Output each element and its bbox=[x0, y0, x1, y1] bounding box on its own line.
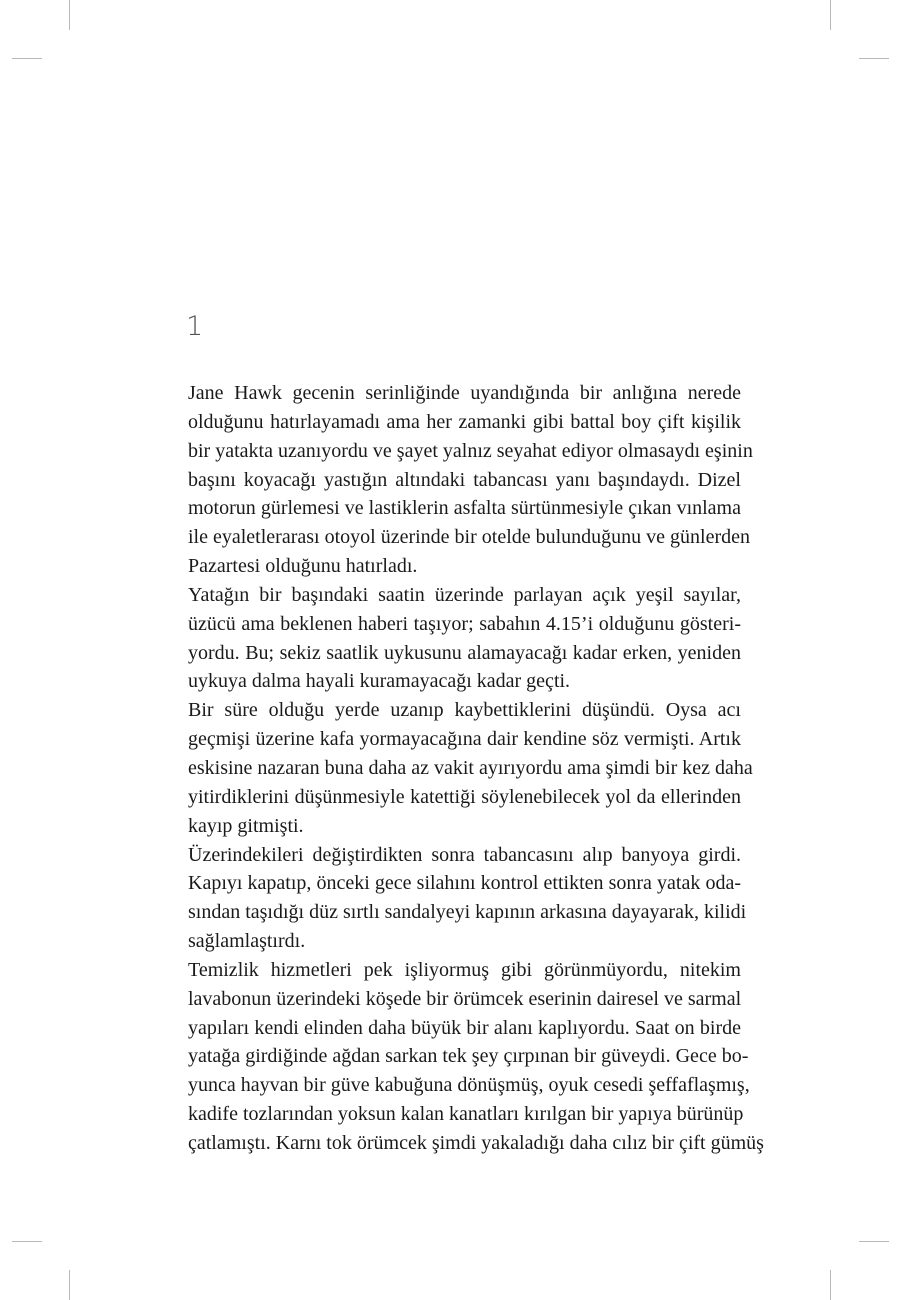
paragraph bbox=[160, 581, 741, 696]
text-line: Temizlik hizmetleri pek işliyormuş gibi görünmüyordu, nitekim bbox=[188, 958, 741, 981]
chapter-number: 1 bbox=[186, 311, 204, 342]
text-line: uykuya dalma hayali kuramayacağı kadar geçti. bbox=[188, 670, 571, 693]
text-line: yatağa girdiğinde ağdan sarkan tek şey çırpınan bir güveydi. Gece bo- bbox=[188, 1045, 749, 1068]
crop-mark-bottom-right-vertical bbox=[830, 1270, 831, 1300]
crop-mark-bottom-left-vertical bbox=[69, 1270, 70, 1300]
text-line: üzücü ama beklenen haberi taşıyor; sabahın 4.15’i olduğunu gösteri- bbox=[188, 612, 741, 635]
chapter-body bbox=[160, 379, 764, 1158]
text-line: lavabonun üzerindeki köşede bir örümcek eserinin dairesel ve sarmal bbox=[188, 987, 742, 1010]
text-line: kayıp gitmişti. bbox=[188, 814, 304, 837]
crop-mark-top-right-horizontal bbox=[859, 58, 889, 59]
text-line: Üzerindekileri değiştirdikten sonra tabancasını alıp banyoya girdi. bbox=[188, 843, 741, 866]
text-line: ile eyaletlerarası otoyol üzerinde bir otelde bulunduğunu ve günlerden bbox=[188, 526, 751, 549]
text-line: sından taşıdığı düz sırtlı sandalyeyi kapının arkasına dayayarak, kilidi bbox=[188, 901, 747, 924]
text-line: yitirdiklerini düşünmesiyle katettiği söylenebilecek yol da ellerinden bbox=[188, 785, 741, 808]
text-line: bir yatakta uzanıyordu ve şayet yalnız seyahat ediyor olmasaydı eşinin bbox=[188, 439, 753, 462]
text-line: olduğunu hatırlayamadı ama her zamanki gibi battal boy çift kişilik bbox=[188, 410, 741, 433]
text-line: başını koyacağı yastığın altındaki tabancası yanı başındaydı. Dizel bbox=[188, 468, 741, 491]
crop-mark-bottom-right-horizontal bbox=[859, 1241, 889, 1242]
crop-mark-top-right-vertical bbox=[830, 0, 831, 30]
text-line: geçmişi üzerine kafa yormayacağına dair kendine söz vermişti. Artık bbox=[188, 728, 741, 751]
crop-mark-top-left-vertical bbox=[69, 0, 70, 30]
text-line: Yatağın bir başındaki saatin üzerinde parlayan açık yeşil sayılar, bbox=[188, 583, 741, 606]
text-line: Kapıyı kapatıp, önceki gece silahını kontrol ettikten sonra yatak oda- bbox=[188, 872, 741, 895]
text-line: çatlamıştı. Karnı tok örümcek şimdi yakaladığı daha cılız bir çift gümüş bbox=[188, 1131, 764, 1154]
text-line: yordu. Bu; sekiz saatlik uykusunu alamayacağı kadar erken, yeniden bbox=[188, 641, 741, 664]
text-line: yunca hayvan bir güve kabuğuna dönüşmüş, oyuk cesedi şeffaflaşmış, bbox=[188, 1074, 750, 1097]
paragraph bbox=[160, 379, 753, 581]
text-line: yapıları kendi elinden daha büyük bir alanı kaplıyordu. Saat on birde bbox=[188, 1016, 741, 1039]
paragraph bbox=[160, 696, 753, 840]
text-line: kadife tozlarından yoksun kalan kanatları kırılgan bir yapıya bürünüp bbox=[188, 1103, 744, 1126]
text-line: sağlamlaştırdı. bbox=[188, 930, 306, 953]
crop-mark-bottom-left-horizontal bbox=[12, 1241, 42, 1242]
text-line: eskisine nazaran buna daha az vakit ayırıyordu ama şimdi bir kez daha bbox=[188, 756, 753, 779]
text-line: motorun gürlemesi ve lastiklerin asfalta sürtünmesiyle çıkan vınlama bbox=[188, 497, 741, 520]
text-line: Bir süre olduğu yerde uzanıp kaybettiklerini düşündü. Oysa acı bbox=[188, 699, 741, 722]
paragraph bbox=[160, 956, 764, 1158]
text-line: Jane Hawk gecenin serinliğinde uyandığında bir anlığına nerede bbox=[188, 382, 741, 404]
text-line: Pazartesi olduğunu hatırladı. bbox=[188, 555, 418, 578]
crop-mark-top-left-horizontal bbox=[12, 58, 42, 59]
paragraph bbox=[160, 841, 747, 956]
